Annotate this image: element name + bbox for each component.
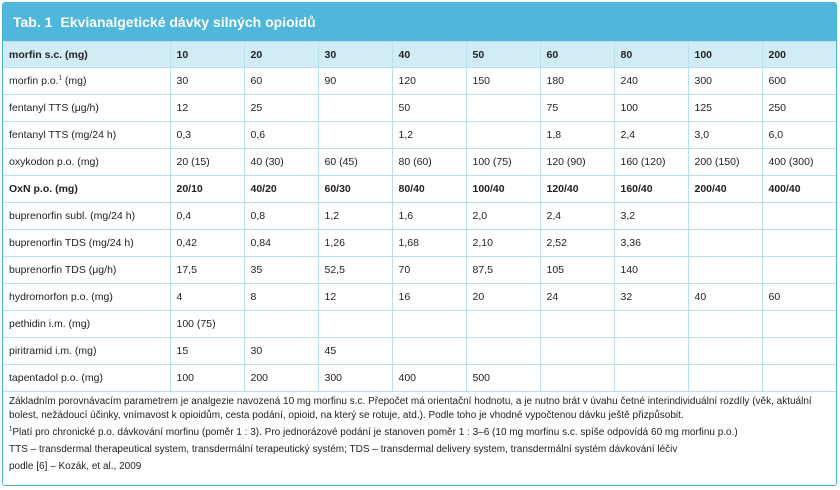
dose-cell: 200 (150) — [688, 149, 762, 176]
header-dose-cell: 30 — [318, 42, 392, 68]
dose-cell: 100 (75) — [466, 149, 540, 176]
header-dose-cell: 100 — [688, 42, 762, 68]
dose-cell: 87,5 — [466, 257, 540, 284]
row-label-footnote-marker: 1 — [58, 75, 62, 82]
dose-cell — [762, 230, 836, 257]
dose-cell — [614, 365, 688, 392]
row-label-cell: pethidin i.m. (mg) — [3, 311, 170, 338]
abbr-tds-text: – transdermal delivery system, transdermální systém dávkování léčiv — [369, 444, 678, 455]
dose-table — [3, 41, 836, 392]
dose-cell — [762, 203, 836, 230]
dose-cell: 60/30 — [318, 176, 392, 203]
footnote-1 — [9, 426, 830, 440]
dose-cell: 150 — [466, 68, 540, 95]
dose-cell: 70 — [392, 257, 466, 284]
dose-cell — [540, 311, 614, 338]
dose-cell — [318, 95, 392, 122]
dose-cell — [466, 311, 540, 338]
table-row — [3, 338, 836, 365]
dose-cell: 2,0 — [466, 203, 540, 230]
table-row — [3, 230, 836, 257]
dose-cell: 12 — [170, 95, 244, 122]
header-dose-cell: 60 — [540, 42, 614, 68]
dose-cell — [688, 311, 762, 338]
dose-cell: 80/40 — [392, 176, 466, 203]
dose-cell: 3,2 — [614, 203, 688, 230]
table-row — [3, 176, 836, 203]
dose-cell: 45 — [318, 338, 392, 365]
dose-cell — [688, 230, 762, 257]
dose-cell: 300 — [688, 68, 762, 95]
dose-cell: 24 — [540, 284, 614, 311]
dose-cell — [688, 365, 762, 392]
dose-cell: 1,68 — [392, 230, 466, 257]
dose-cell: 120/40 — [540, 176, 614, 203]
dose-cell: 160 (120) — [614, 149, 688, 176]
header-dose-cell: 80 — [614, 42, 688, 68]
dose-cell: 400 (300) — [762, 149, 836, 176]
dose-cell: 1,8 — [540, 122, 614, 149]
table-title — [3, 3, 836, 41]
table-row — [3, 311, 836, 338]
table-row — [3, 149, 836, 176]
dose-cell: 30 — [170, 68, 244, 95]
dose-cell — [762, 365, 836, 392]
row-label-cell: piritramid i.m. (mg) — [3, 338, 170, 365]
dose-cell: 20/10 — [170, 176, 244, 203]
row-label-cell: oxykodon p.o. (mg) — [3, 149, 170, 176]
dose-cell — [466, 338, 540, 365]
dose-cell — [392, 311, 466, 338]
dose-cell — [688, 257, 762, 284]
dose-cell: 4 — [170, 284, 244, 311]
dose-cell: 0,3 — [170, 122, 244, 149]
dose-cell — [466, 95, 540, 122]
dose-cell — [688, 203, 762, 230]
dose-cell: 40 (30) — [244, 149, 318, 176]
dose-cell: 60 — [762, 284, 836, 311]
dose-cell — [614, 311, 688, 338]
header-dose-cell: 200 — [762, 42, 836, 68]
row-label-cell: fentanyl TTS (μg/h) — [3, 95, 170, 122]
dose-cell: 40 — [688, 284, 762, 311]
dose-cell: 1,2 — [318, 203, 392, 230]
dose-cell: 500 — [466, 365, 540, 392]
dose-cell: 50 — [392, 95, 466, 122]
dose-cell — [614, 338, 688, 365]
footnote-1-text: Platí pro chronické p.o. dávkování morfinu (poměr 1 : 3). Pro jednorázové podání je stanoven poměr 1 : 3–6 (10 mg morfinu s.c. spíše odpovídá 60 mg morfinu p.o.) — [12, 427, 738, 438]
dose-cell — [762, 338, 836, 365]
dose-cell: 140 — [614, 257, 688, 284]
dose-cell — [762, 257, 836, 284]
table-header-row — [3, 42, 836, 68]
dose-cell: 100/40 — [466, 176, 540, 203]
dose-cell: 1,6 — [392, 203, 466, 230]
dose-cell: 250 — [762, 95, 836, 122]
dose-cell: 0,42 — [170, 230, 244, 257]
dose-cell: 200 — [244, 365, 318, 392]
dose-cell: 120 — [392, 68, 466, 95]
table-row — [3, 68, 836, 95]
dose-cell: 300 — [318, 365, 392, 392]
dose-cell: 32 — [614, 284, 688, 311]
dose-cell: 180 — [540, 68, 614, 95]
table-footnotes — [3, 392, 836, 477]
table-title-text: Ekvianalgetické dávky silných opioidů — [60, 14, 316, 30]
header-dose-cell: 40 — [392, 42, 466, 68]
dose-cell: 30 — [244, 338, 318, 365]
dose-cell: 0,8 — [244, 203, 318, 230]
row-label-cell: fentanyl TTS (mg/24 h) — [3, 122, 170, 149]
dose-cell — [540, 338, 614, 365]
table-row — [3, 284, 836, 311]
footnote-main: Základním porovnávacím parametrem je analgezie navozená 10 mg morfinu s.c. Přepočet má orientační hodnotu, a je nutno brát v úvahu četné interindividuální rozdíly (věk, aktuální bolest, nežádoucí účinky, vnímavost k opioidům, cesta podání, opioid, na který se rotuje, atd.). Podle toho je vhodné vypočtenou dávku ještě přizpůsobit. — [9, 396, 812, 421]
table-row — [3, 95, 836, 122]
dose-cell: 160/40 — [614, 176, 688, 203]
dose-cell: 100 — [170, 365, 244, 392]
footnote-abbreviations — [9, 443, 830, 457]
dose-cell — [762, 311, 836, 338]
dose-cell: 100 — [614, 95, 688, 122]
header-dose-cell: 50 — [466, 42, 540, 68]
dose-cell: 12 — [318, 284, 392, 311]
dose-cell: 0,4 — [170, 203, 244, 230]
row-label-cell: buprenorfin TDS (μg/h) — [3, 257, 170, 284]
row-label-cell: tapentadol p.o. (mg) — [3, 365, 170, 392]
dose-cell: 35 — [244, 257, 318, 284]
dose-cell: 1,2 — [392, 122, 466, 149]
dose-cell: 25 — [244, 95, 318, 122]
header-dose-cell: 20 — [244, 42, 318, 68]
dose-cell: 20 (15) — [170, 149, 244, 176]
dose-cell: 6,0 — [762, 122, 836, 149]
dose-cell: 17,5 — [170, 257, 244, 284]
dose-cell: 2,10 — [466, 230, 540, 257]
dose-cell: 600 — [762, 68, 836, 95]
dose-cell: 100 (75) — [170, 311, 244, 338]
dose-cell: 15 — [170, 338, 244, 365]
dose-cell — [540, 365, 614, 392]
table-row — [3, 203, 836, 230]
footnote-1-marker: 1 — [9, 426, 13, 433]
row-label-cell: OxN p.o. (mg) — [3, 176, 170, 203]
dose-cell: 0,6 — [244, 122, 318, 149]
dose-cell: 8 — [244, 284, 318, 311]
table-row — [3, 122, 836, 149]
dose-cell: 120 (90) — [540, 149, 614, 176]
dose-cell: 16 — [392, 284, 466, 311]
dose-cell: 1,26 — [318, 230, 392, 257]
dose-cell: 200/40 — [688, 176, 762, 203]
dose-cell — [244, 311, 318, 338]
dose-cell: 60 (45) — [318, 149, 392, 176]
row-label-cell: hydromorfon p.o. (mg) — [3, 284, 170, 311]
dose-cell: 52,5 — [318, 257, 392, 284]
row-label-unit: (mg) — [61, 75, 87, 87]
dose-cell: 400 — [392, 365, 466, 392]
table-number: Tab. 1 — [13, 14, 53, 30]
row-label-text: morfin p.o. — [9, 75, 59, 87]
dose-cell: 240 — [614, 68, 688, 95]
dose-cell: 20 — [466, 284, 540, 311]
abbr-tts: TTS — [9, 444, 28, 455]
dose-cell — [318, 122, 392, 149]
table-row — [3, 257, 836, 284]
dose-cell — [392, 338, 466, 365]
dose-cell: 40/20 — [244, 176, 318, 203]
table-row — [3, 365, 836, 392]
dose-cell: 80 (60) — [392, 149, 466, 176]
dose-cell: 3,36 — [614, 230, 688, 257]
row-label-cell: buprenorfin TDS (mg/24 h) — [3, 230, 170, 257]
dose-cell: 105 — [540, 257, 614, 284]
dose-cell: 2,52 — [540, 230, 614, 257]
dose-cell: 75 — [540, 95, 614, 122]
header-dose-cell: 10 — [170, 42, 244, 68]
dose-cell: 400/40 — [762, 176, 836, 203]
abbr-tds: TDS — [349, 444, 370, 455]
dose-cell: 90 — [318, 68, 392, 95]
table-body — [3, 42, 836, 392]
dose-cell: 2,4 — [540, 203, 614, 230]
abbr-tts-text: – transdermal therapeutical system, transdermální terapeutický systém; — [27, 444, 350, 455]
dose-cell — [688, 338, 762, 365]
footnote-source: podle [6] – Kozák, et al., 2009 — [9, 461, 142, 472]
header-label-cell: morfin s.c. (mg) — [3, 42, 170, 68]
dose-cell: 0,84 — [244, 230, 318, 257]
dose-cell: 3,0 — [688, 122, 762, 149]
row-label-cell — [3, 68, 170, 95]
dose-cell — [466, 122, 540, 149]
dose-cell: 125 — [688, 95, 762, 122]
table-frame — [2, 2, 837, 486]
dose-cell: 60 — [244, 68, 318, 95]
dose-cell: 2,4 — [614, 122, 688, 149]
row-label-cell: buprenorfin subl. (mg/24 h) — [3, 203, 170, 230]
dose-cell — [318, 311, 392, 338]
